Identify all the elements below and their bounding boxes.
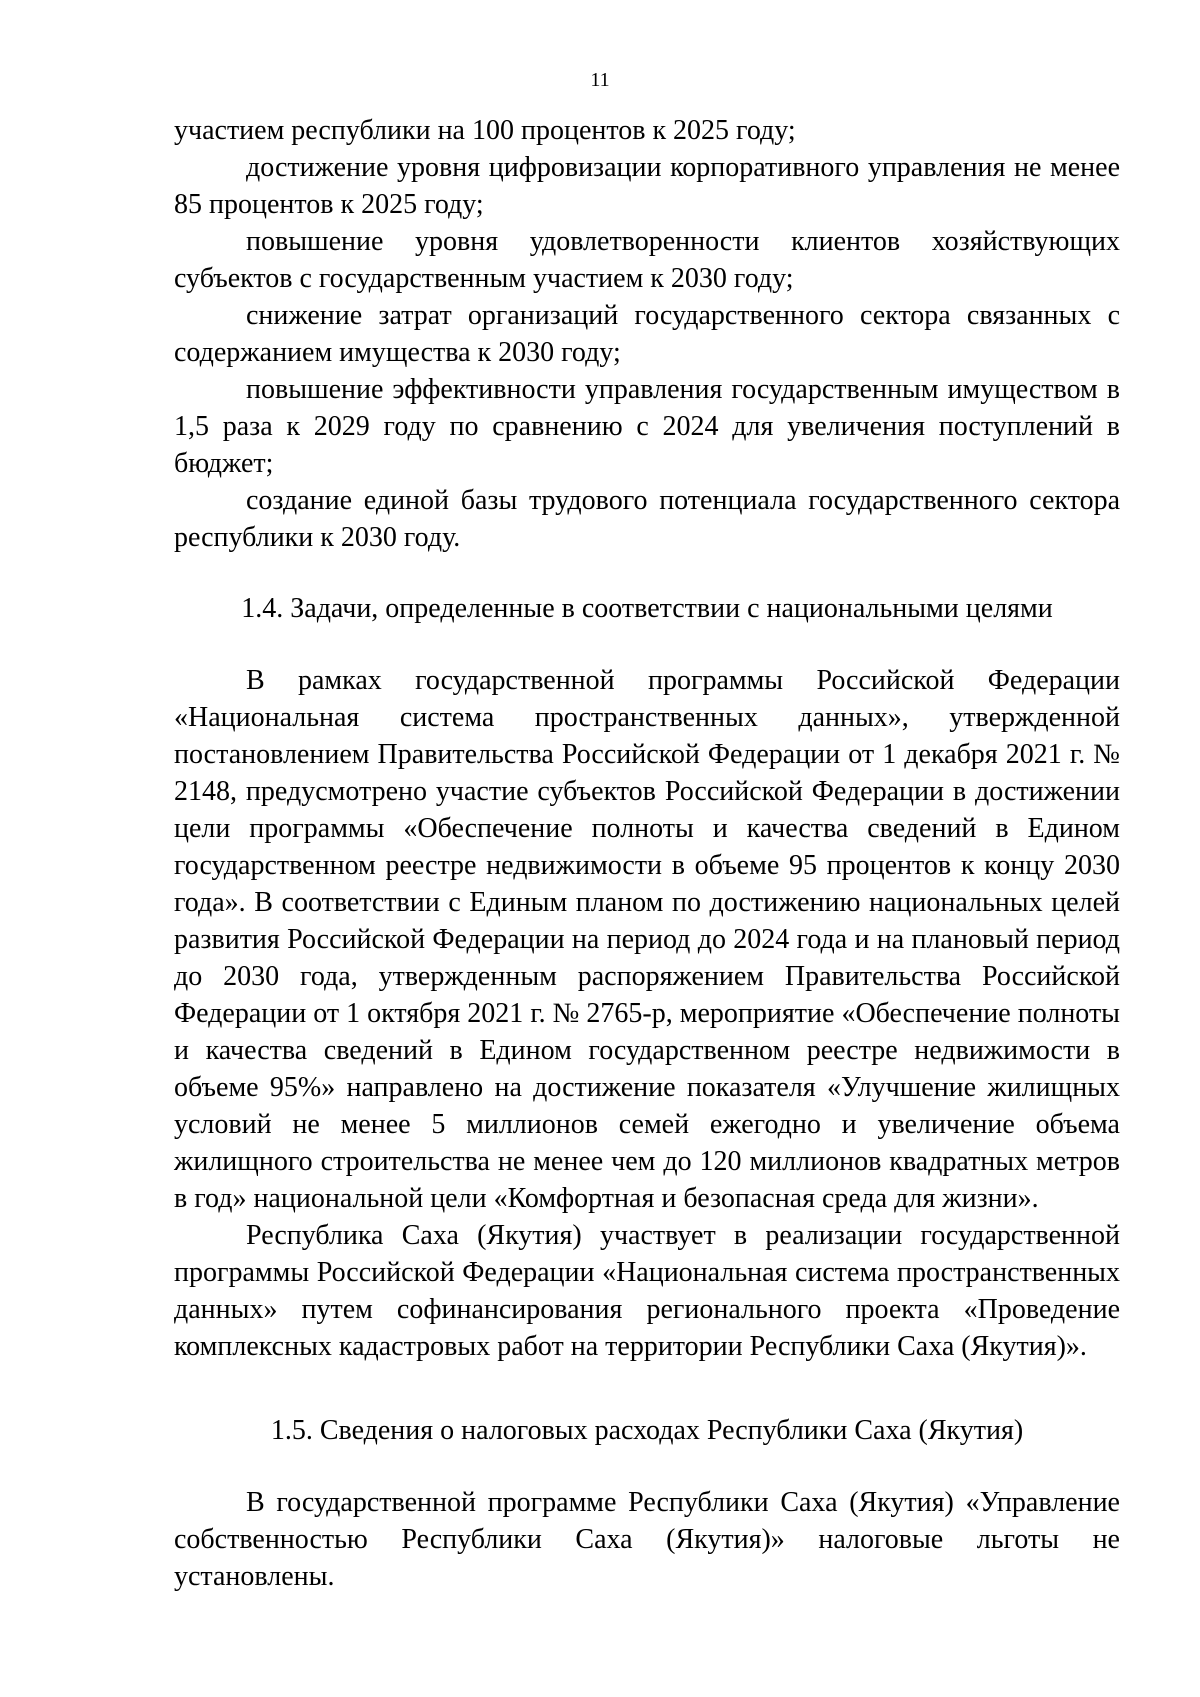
list-item: участием республики на 100 процентов к 2025 году;: [174, 115, 796, 146]
section-1-4-body: [174, 662, 1120, 1365]
list-item: создание единой базы трудового потенциала государственного сектора республики к 2030 году.: [174, 485, 1120, 553]
paragraph: В государственной программе Республики Саха (Якутия) «Управление собственностью Республики Саха (Якутия)» налоговые льготы не установлены.: [174, 1487, 1120, 1592]
list-item: достижение уровня цифровизации корпоративного управления не менее 85 процентов к 2025 году;: [174, 152, 1120, 220]
goals-list-continuation: [174, 112, 1120, 556]
section-1-5-body: [174, 1484, 1120, 1595]
page-number: 11: [590, 69, 610, 91]
list-item: повышение эффективности управления государственным имуществом в 1,5 раза к 2029 году по сравнению с 2024 для увеличения поступлений в бюджет;: [174, 374, 1120, 479]
paragraph: В рамках государственной программы Российской Федерации «Национальная система пространственных данных», утвержденной постановлением Правительства Российской Федерации от 1 декабря 2021 г. № 2148, предусмотрено участие субъектов Российской Федерации в достижении цели программы «Обеспечение полноты и качества сведений в Едином государственном реестре недвижимости в объеме 95 процентов к концу 2030 года». В соответствии с Единым планом по достижению национальных целей развития Российской Федерации на период до 2024 года и на плановый период до 2030 года, утвержденным распоряжением Правительства Российской Федерации от 1 октября 2021 г. № 2765-р, мероприятие «Обеспечение полноты и качества сведений в Едином государственном реестре недвижимости в объеме 95%» направлено на достижение показателя «Улучшение жилищных условий не менее 5 миллионов семей ежегодно и увеличение объема жилищного строительства не менее чем до 120 миллионов квадратных метров в год» национальной цели «Комфортная и безопасная среда для жизни».: [174, 665, 1120, 1214]
section-heading-1-4: 1.4. Задачи, определенные в соответствии с национальными целями: [241, 593, 1053, 624]
section-heading-1-5: 1.5. Сведения о налоговых расходах Республики Саха (Якутия): [270, 1415, 1024, 1446]
list-item: снижение затрат организаций государственного сектора связанных с содержанием имущества к 2030 году;: [174, 300, 1120, 368]
paragraph: Республика Саха (Якутия) участвует в реализации государственной программы Российской Федерации «Национальная система пространственных данных» путем софинансирования регионального проекта «Проведение комплексных кадастровых работ на территории Республики Саха (Якутия)».: [174, 1220, 1120, 1362]
list-item: повышение уровня удовлетворенности клиентов хозяйствующих субъектов с государственным участием к 2030 году;: [174, 226, 1120, 294]
